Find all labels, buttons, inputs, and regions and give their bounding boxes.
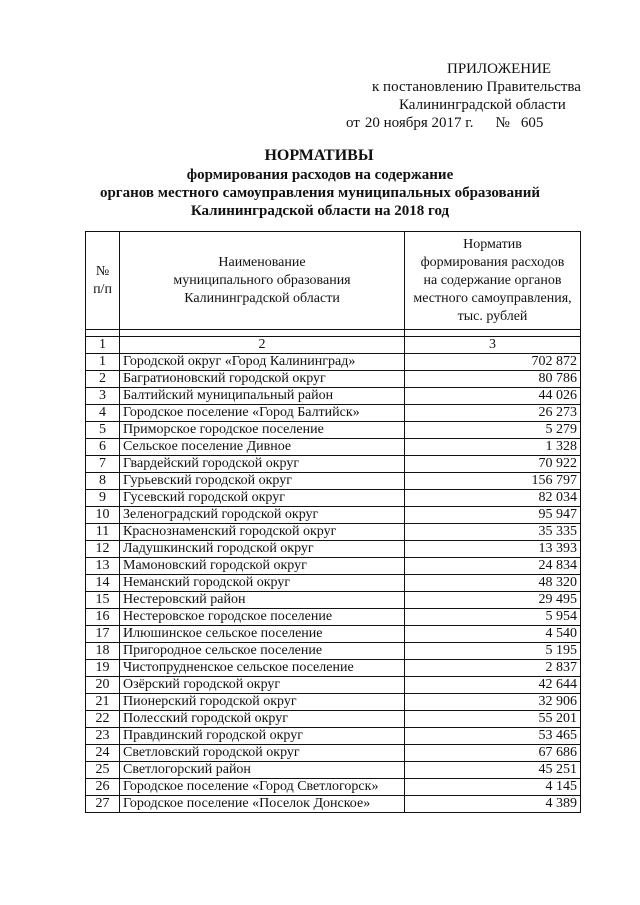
municipality-name: Чистопрудненское сельское поселение: [120, 660, 405, 677]
municipality-name: Городское поселение «Город Светлогорск»: [120, 779, 405, 796]
table-row: [86, 694, 581, 711]
resolution-date: 20 ноября 2017 г.: [364, 115, 474, 131]
table-row: [86, 779, 581, 796]
table-row: [86, 711, 581, 728]
municipality-name: Озёрский городской округ: [120, 677, 405, 694]
row-index: 10: [86, 507, 120, 524]
table-row: [86, 405, 581, 422]
table-row: [86, 473, 581, 490]
table-row: [86, 524, 581, 541]
date-prefix: от: [346, 115, 360, 131]
norm-value: 55 201: [405, 711, 581, 728]
table-row: [86, 388, 581, 405]
norm-value: 2 837: [405, 660, 581, 677]
table-row: [86, 762, 581, 779]
table-row: [86, 439, 581, 456]
row-index: 8: [86, 473, 120, 490]
table-row: [86, 575, 581, 592]
municipality-name: Полесский городской округ: [120, 711, 405, 728]
table-row: [86, 558, 581, 575]
table-row: [86, 354, 581, 371]
municipality-name: Зеленоградский городской округ: [120, 507, 405, 524]
municipality-name: Светлогорский район: [120, 762, 405, 779]
municipality-name: Пригородное сельское поселение: [120, 643, 405, 660]
row-index: 16: [86, 609, 120, 626]
norm-value: 82 034: [405, 490, 581, 507]
norms-table: [85, 231, 581, 813]
number-label: №: [495, 115, 510, 131]
table-row: [86, 371, 581, 388]
row-index: 20: [86, 677, 120, 694]
norm-value: 29 495: [405, 592, 581, 609]
header-spacer: [86, 330, 581, 337]
norm-value: 4 389: [405, 796, 581, 813]
norm-value: 1 328: [405, 439, 581, 456]
row-index: 18: [86, 643, 120, 660]
row-index: 19: [86, 660, 120, 677]
table-row: [86, 660, 581, 677]
norm-value: 24 834: [405, 558, 581, 575]
header-norm: Норматив формирования расходов на содержание органов местного самоуправления, тыс. рублей: [405, 232, 581, 330]
municipality-name: Неманский городской округ: [120, 575, 405, 592]
row-index: 27: [86, 796, 120, 813]
municipality-name: Пионерский городской округ: [120, 694, 405, 711]
row-index: 9: [86, 490, 120, 507]
norm-value: 35 335: [405, 524, 581, 541]
norm-value: 70 922: [405, 456, 581, 473]
table-row: [86, 592, 581, 609]
norm-value: 5 279: [405, 422, 581, 439]
municipality-name: Городской округ «Город Калининград»: [120, 354, 405, 371]
appendix-title: ПРИЛОЖЕНИЕ: [447, 61, 552, 77]
municipality-name: Нестеровский район: [120, 592, 405, 609]
municipality-name: Светловский городской округ: [120, 745, 405, 762]
norm-value: 4 145: [405, 779, 581, 796]
table-row: [86, 643, 581, 660]
row-index: 5: [86, 422, 120, 439]
table-body: [86, 354, 581, 813]
header-number: № п/п: [86, 232, 120, 330]
norm-value: 4 540: [405, 626, 581, 643]
row-index: 11: [86, 524, 120, 541]
column-number: 3: [405, 337, 581, 354]
row-index: 15: [86, 592, 120, 609]
norm-value: 156 797: [405, 473, 581, 490]
municipality-name: Багратионовский городской округ: [120, 371, 405, 388]
document-title: НОРМАТИВЫ: [264, 147, 374, 164]
municipality-name: Нестеровское городское поселение: [120, 609, 405, 626]
row-index: 22: [86, 711, 120, 728]
appendix-resolution-line: к постановлению Правительства: [372, 79, 581, 95]
norm-value: 42 644: [405, 677, 581, 694]
municipality-name: Илюшинское сельское поселение: [120, 626, 405, 643]
table-row: [86, 609, 581, 626]
table-row: [86, 745, 581, 762]
municipality-name: Балтийский муниципальный район: [120, 388, 405, 405]
heading-line-1: формирования расходов на содержание: [186, 167, 454, 183]
heading-line-3: Калининградской области на 2018 год: [190, 203, 450, 219]
row-index: 3: [86, 388, 120, 405]
norm-value: 44 026: [405, 388, 581, 405]
table-row: [86, 507, 581, 524]
municipality-name: Ладушкинский городской округ: [120, 541, 405, 558]
row-index: 6: [86, 439, 120, 456]
norm-value: 45 251: [405, 762, 581, 779]
row-index: 1: [86, 354, 120, 371]
row-index: 12: [86, 541, 120, 558]
municipality-name: Сельское поселение Дивное: [120, 439, 405, 456]
norm-value: 95 947: [405, 507, 581, 524]
table-row: [86, 490, 581, 507]
norm-value: 26 273: [405, 405, 581, 422]
row-index: 21: [86, 694, 120, 711]
resolution-number: 605: [520, 115, 544, 131]
norm-value: 5 195: [405, 643, 581, 660]
norm-value: 32 906: [405, 694, 581, 711]
document-heading: [0, 146, 640, 220]
appendix-region-line: Калининградской области: [399, 97, 566, 113]
column-number: 2: [120, 337, 405, 354]
norm-value: 67 686: [405, 745, 581, 762]
municipality-name: Гурьевский городской округ: [120, 473, 405, 490]
municipality-name: Мамоновский городской округ: [120, 558, 405, 575]
row-index: 23: [86, 728, 120, 745]
table-row: [86, 626, 581, 643]
header-name: Наименование муниципального образования Калининградской области: [120, 232, 405, 330]
norm-value: 80 786: [405, 371, 581, 388]
municipality-name: Правдинский городской округ: [120, 728, 405, 745]
appendix-date-line: [346, 114, 543, 132]
table-row: [86, 422, 581, 439]
row-index: 4: [86, 405, 120, 422]
table-row: [86, 541, 581, 558]
row-index: 17: [86, 626, 120, 643]
table-row: [86, 796, 581, 813]
municipality-name: Приморское городское поселение: [120, 422, 405, 439]
heading-line-2: органов местного самоуправления муниципальных образований: [99, 185, 541, 201]
row-index: 13: [86, 558, 120, 575]
municipality-name: Городское поселение «Поселок Донское»: [120, 796, 405, 813]
norm-value: 48 320: [405, 575, 581, 592]
appendix-block: [0, 60, 640, 132]
norm-value: 13 393: [405, 541, 581, 558]
row-index: 7: [86, 456, 120, 473]
row-index: 24: [86, 745, 120, 762]
municipality-name: Гусевский городской округ: [120, 490, 405, 507]
row-index: 25: [86, 762, 120, 779]
municipality-name: Городское поселение «Город Балтийск»: [120, 405, 405, 422]
column-number: 1: [86, 337, 120, 354]
row-index: 14: [86, 575, 120, 592]
row-index: 2: [86, 371, 120, 388]
table-row: [86, 456, 581, 473]
table-row: [86, 677, 581, 694]
norm-value: 5 954: [405, 609, 581, 626]
column-number-row: [86, 337, 581, 354]
row-index: 26: [86, 779, 120, 796]
table-header-row: [86, 232, 581, 330]
norm-value: 53 465: [405, 728, 581, 745]
municipality-name: Краснознаменский городской округ: [120, 524, 405, 541]
municipality-name: Гвардейский городской округ: [120, 456, 405, 473]
table-row: [86, 728, 581, 745]
norm-value: 702 872: [405, 354, 581, 371]
